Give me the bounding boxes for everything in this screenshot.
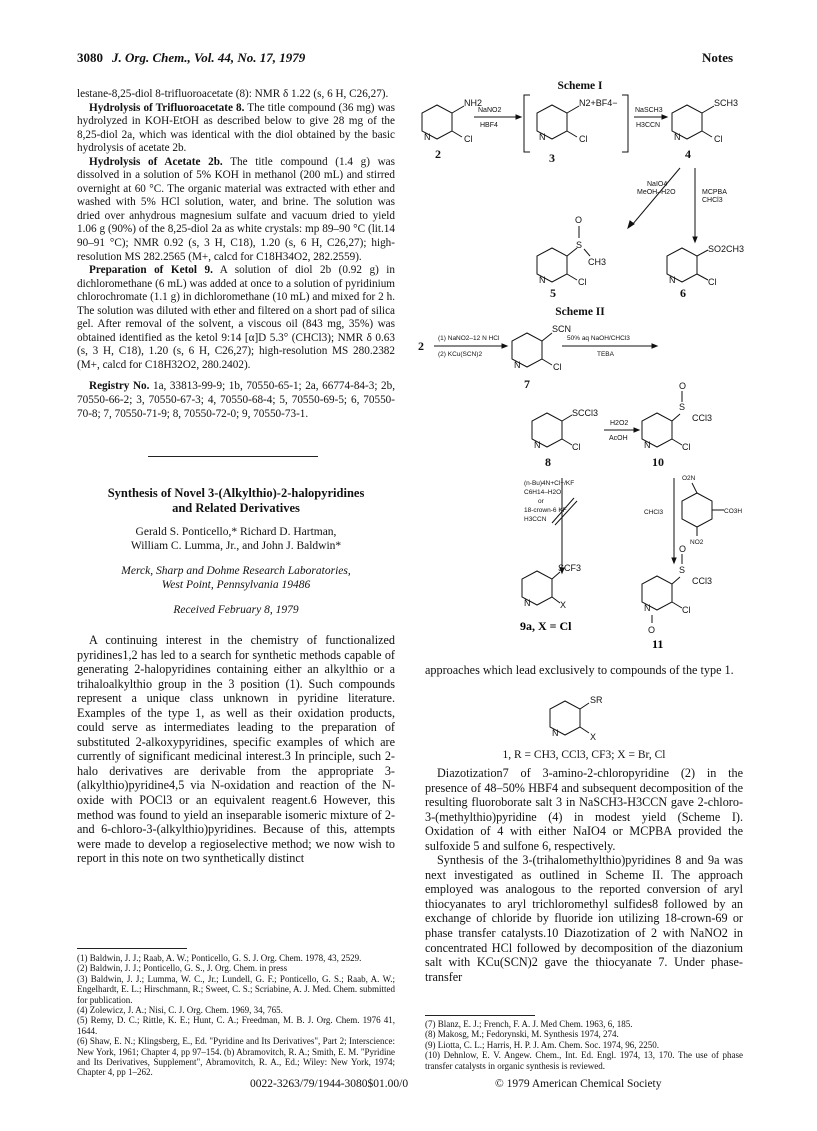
reagent-label: CO3H (724, 508, 743, 515)
sr-label: SR (590, 695, 603, 705)
footnote: (2) Baldwin, J. J.; Ponticello, G. S., J. Org. Chem. in press (77, 963, 288, 974)
footnote: (10) Dehnlow, E. V. Angew. Chem., Int. Ed. Engl. 1974, 13, 170. The use of phase transfer catalysts in organic synthesis is reviewed. (425, 1050, 743, 1071)
paragraph: Diazotization7 of 3-amino-2-chloropyridine (2) in the presence of 48–50% HBF4 and subsequent decomposition of the resulting fluoroborate salt 3 in NaSCH3-H3CCN gave 2-chloro-3-(methylthio)pyridine (4) in modest yield (Scheme I). Oxidation of 4 with either NaIO4 or MCPBA provided the sulfoxide 5 and sulfone 6, respectively. (425, 766, 743, 853)
compound-number: 6 (680, 286, 686, 300)
n-label: N (524, 598, 531, 608)
x-label: X (590, 732, 597, 742)
registry-numbers: Registry No. 1a, 33813-99-9; 1b, 70550-65-1; 2a, 66774-84-3; 2b, 70550-66-2; 3, 70550-67-3; 4, 70550-68-4; 5, 70550-69-5; 6, 70550-70-8; 7, 70550-71-9; 8, 70550-72-0; 9, 70550-73-1. (77, 380, 395, 420)
compound-number: 5 (550, 286, 556, 300)
reagent-label: HBF4 (480, 122, 498, 129)
reagent-label: H2O2 (610, 420, 629, 427)
cl-label: Cl (708, 277, 717, 287)
type-1-caption: 1, R = CH3, CCl3, CF3; X = Br, Cl (502, 749, 666, 761)
reagent-label: (1) NaNO2–12 N HCl (438, 335, 500, 342)
reagent-label: (n-Bu)4N+Cl−/KF (524, 480, 575, 487)
scheme-1-title: Scheme I (557, 80, 603, 92)
footnotes-left (77, 953, 395, 1078)
cl-label: Cl (682, 605, 691, 615)
paragraph: Preparation of Ketol 9. A solution of diol 2b (0.92 g) in dichloromethane (6 mL) was added at once to a solution of pyridinium chlorochromate (1.1 g) in dichloromethane (10 mL) and mixed for 2 h. The solution was diluted with ether and filtered on a short pad of silica gel. After removal of the solvent, a viscous oil (843 mg, 35%) was obtained identified as the ketol 9:14 [α]D 5.3° (CHCl3); NMR δ 0.63 (s, 3 H, C18), 1.20 (s, 6 H, C26,27); high-resolution MS 280.2382 (M+, calcd for C18H32O2, 280.2402). (77, 264, 395, 371)
ch3-label: CH3 (588, 257, 607, 267)
reagent-label: AcOH (609, 435, 628, 442)
footnote: (7) Blanz, E. J.; French, F. A. J. Med Chem. 1963, 6, 185. (425, 1019, 633, 1029)
reagent-label: H3CCN (636, 122, 661, 129)
compound-number: 10 (652, 455, 664, 469)
paragraph: lestane-8,25-diol 8-trifluoroacetate (8): NMR δ 1.22 (s, 6 H, C26,27). (77, 88, 389, 100)
scheme-2-diagram (412, 318, 747, 648)
x-label: X (560, 600, 567, 610)
scf3-label: SCF3 (558, 563, 582, 573)
cl-label: Cl (578, 277, 587, 287)
reagent-label: 50% aq NaOH/CHCl3 (567, 335, 630, 342)
cl-label: Cl (464, 134, 473, 144)
right-body (425, 766, 743, 984)
reagent-label: NaSCH3 (635, 107, 663, 114)
left-continuation (77, 88, 395, 421)
ccl3-label: CCl3 (692, 413, 713, 423)
cl-label: Cl (579, 134, 588, 144)
s-label: S (576, 240, 583, 250)
n-label: N (539, 132, 546, 142)
cl-label: Cl (682, 442, 691, 452)
compound-number: 2 (435, 147, 441, 161)
n-label: N (514, 360, 521, 370)
n-label: N (424, 132, 431, 142)
s-label: S (679, 402, 686, 412)
section-name: Notes (702, 50, 734, 65)
n-label: N (674, 132, 681, 142)
footer-code: 0022-3263/79/1944-3080$01.00/0 (250, 1078, 409, 1090)
reagent-label: C6H14–H2O (524, 489, 562, 496)
scn-label: SCN (552, 324, 572, 334)
reagent-label: H3CCN (524, 516, 547, 523)
journal-citation: J. Org. Chem., Vol. 44, No. 17, 1979 (112, 50, 306, 65)
compound-number: 2 (418, 339, 424, 353)
sch3-label: SCH3 (714, 98, 739, 108)
compound-number: 4 (685, 147, 691, 161)
type-1-structure (535, 693, 635, 745)
footnote-rule (77, 948, 187, 949)
reagent-label: O2N (682, 475, 696, 482)
paragraph: Hydrolysis of Acetate 2b. The title compound (1.4 g) was dissolved in a solution of 5% KOH in methanol (200 mL) and stirred overnight at 60 °C. The organic material was extracted with ether and washed with 5% HCl solution, water, and brine. The solution was dried over anhydrous magnesium sulfate and vacuum dried to yield 1.06 g (90%) of the 8,25-diol 2a as white crystals: mp 89–90 °C (lit.14 90–91 °C); NMR 0.92 (s, 3 H, C18), 1.20 (s, 6 H, C26,27); high-resolution MS 282.2565 (M+, calcd for C18H34O2, 282.2559). (77, 155, 395, 263)
compound-number: 8 (545, 455, 551, 469)
footnote: (4) Zolewicz, J. A.; Nisi, C. J. Org. Chem. 1969, 34, 765. (77, 1005, 283, 1016)
footnote: (8) Makosg, M.; Fedorynski, M. Synthesis 1974, 274. (425, 1029, 619, 1040)
cl-label: Cl (714, 134, 723, 144)
footnote: (6) Shaw, E. N.; Klingsberg, E., Ed. "Pyridine and Its Derivatives", Part 2; Interscience: New York, 1961; Chapter 4, pp 97–154. (b) Abramovitch, R. A.; Smith, E. M. "Pyridine and Its Derivatives, Supplement", Abramovitch, R. A., Ed.; Wiley: New York, 1974; Chapter 4, pp 1–262. (77, 1036, 395, 1078)
o-label: O (679, 544, 687, 554)
footnote: (3) Baldwin, J. J.; Lumma, W. C., Jr.; Lundell, G. F.; Ponticello, G. S.; Raab, A. W.; Engelhardt, E. L.; Hirschmann, R.; Sweet, C. S.; Scriabine, A. J. Med. Chem. submitted for publication. (77, 973, 395, 1005)
sccl3-label: SCCl3 (572, 408, 599, 418)
section-divider (148, 456, 318, 457)
diazonium-label: N2+BF4− (579, 98, 618, 108)
authors: Gerald S. Ponticello,* Richard D. Hartman, William C. Lumma, Jr., and John J. Baldwin* (130, 526, 342, 552)
scheme-1-diagram (412, 90, 747, 300)
paragraph: Synthesis of the 3-(trihalomethylthio)pyridines 8 and 9a was next investigated as outlined in Scheme II. The approach employed was analogous to the reported conversion of aryl thiocyanates to aryl trichloromethyl sulfides8 followed by an exchange of chloride by fluoride ion utilizing 18-crown-69 or phase transfer catalysts.10 Diazotization of 2 with NaNO2 in concentrated HCl followed by decomposition of the diazonium salt with KCu(SCN)2 gave the thiocyanate 7. Under phase-transfer (425, 853, 743, 984)
compound-number: 7 (524, 377, 530, 391)
reagent-label: NO2 (690, 539, 704, 546)
compound-number: 11 (652, 637, 664, 648)
n-label: N (552, 728, 559, 738)
so2ch3-label: SO2CH3 (708, 244, 745, 254)
footnote-rule (425, 1015, 535, 1016)
n-label: N (534, 440, 541, 450)
n-label: N (669, 275, 676, 285)
article-title: Synthesis of Novel 3-(Alkylthio)-2-halopyridines and Related Derivatives (107, 486, 365, 515)
reagent-label: TEBA (597, 351, 614, 358)
reagent-label: MeOH–H2O (637, 189, 676, 196)
footnotes-right (425, 1019, 743, 1071)
o-label: O (575, 215, 583, 225)
footer-copyright: © 1979 American Chemical Society (495, 1078, 662, 1090)
footnote: (9) Liotta, C. L.; Harris, H. P. J. Am. Chem. Soc. 1974, 96, 2250. (425, 1039, 659, 1050)
o-label: O (679, 381, 687, 391)
footnote: (1) Baldwin, J. J.; Raab, A. W.; Ponticello, G. S. J. Org. Chem. 1978, 43, 2529. (77, 953, 362, 963)
benzene-ring (682, 493, 712, 527)
affiliation: Merck, Sharp and Dohme Research Laboratories, West Point, Pennsylvania 19486 (121, 565, 351, 591)
reagent-label: CHCl3 (644, 509, 664, 516)
n-label: N (644, 440, 651, 450)
reagent-label: NaIO4 (647, 181, 668, 188)
reagent-label: (2) KCu(SCN)2 (438, 351, 483, 358)
paragraph: Hydrolysis of Trifluoroacetate 8. The title compound (36 mg) was hydrolyzed in KOH-EtOH as described below to give 28 mg of the 8,25-diol 2a, which was identical with the diol obtained by the basic hydrolysis of acetate 2b. (77, 101, 396, 155)
cl-label: Cl (553, 362, 562, 372)
reagent-label: 18-crown-6 KF (524, 507, 567, 514)
received-date: Received February 8, 1979 (173, 604, 299, 616)
reagent-label: MCPBA (702, 189, 727, 196)
reagent-label: or (538, 498, 544, 505)
ccl3-label: CCl3 (692, 576, 713, 586)
reagent-label: NaNO2 (478, 107, 502, 114)
introduction: A continuing interest in the chemistry of functionalized pyridines1,2 has led to a search for synthetic methods capable of generating 2-halopyridines containing either an alkylthio or a trihaloalkylthio group in the 3 position (1). Such compounds represent a unique class unknown in pyridine literature. Examples of the type 1, as well as their oxidation products, could serve as intermediates leading to the preparation of substituted 2-alkoxypyridines, specific examples of which are currently of significant medicinal interest.3 In principle, such 2-halo derivatives are derivable from the appropriate 3-(alkylthio)pyridine4,5 via N-oxidation and reaction of the N-oxide with POCl3 or an equivalent reagent.6 However, this method was found to yield an inseparable isomeric mixture of 2- and 6-chloro-3-(alkylthio)pyridines. Because of this, attempts were made to develop a regioselective method; we now wish to report in this note on two synthetically distinct (77, 633, 395, 866)
scheme-transition-text: approaches which lead exclusively to compounds of the type 1. (425, 663, 734, 677)
s-label: S (679, 565, 686, 575)
scheme-2-title: Scheme II (555, 306, 605, 318)
nh2-label: NH2 (464, 98, 483, 108)
footnote: (5) Remy, D. C.; Rittle, K. E.; Hunt, C. A.; Freedman, M. B. J. Org. Chem. 1976 41, 1644. (77, 1015, 395, 1036)
compound-number: 3 (549, 151, 555, 165)
cl-label: Cl (572, 442, 581, 452)
reagent-label: CHCl3 (702, 197, 723, 204)
o-label: O (648, 625, 656, 635)
page-number: 3080 (77, 50, 103, 65)
n-label: N (644, 603, 651, 613)
n-label: N (539, 275, 546, 285)
compound-number: 9a, X = Cl (520, 619, 572, 633)
